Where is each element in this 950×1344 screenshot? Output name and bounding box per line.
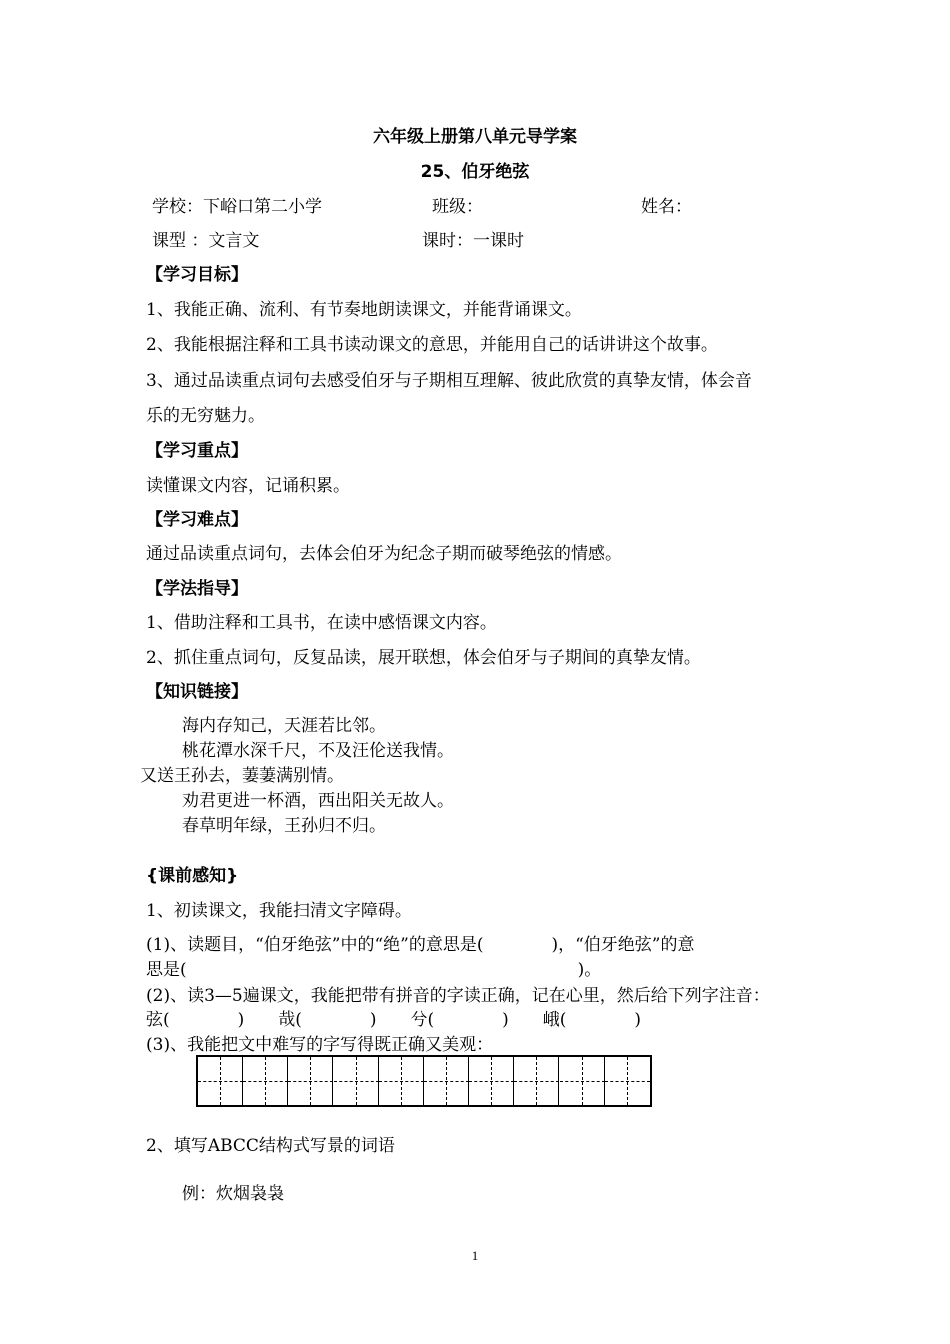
school-label: 学校：下峪口第二小学 bbox=[152, 197, 322, 217]
grid-cell[interactable] bbox=[198, 1057, 243, 1105]
poem-line: 春草明年绿，王孙归不归。 bbox=[182, 816, 386, 836]
page-title: 六年级上册第八单元导学案 bbox=[373, 127, 577, 147]
difficulty-heading: 【学习难点】 bbox=[146, 510, 248, 530]
goal-item: 1、我能正确、流利、有节奏地朗读课文，并能背诵课文。 bbox=[146, 300, 582, 320]
writing-grid[interactable] bbox=[196, 1055, 652, 1107]
question-2-line1: (2)、读3—5遍课文，我能把带有拼音的字读正确，记在心里，然后给下列字注音： bbox=[146, 986, 770, 1006]
grid-cell[interactable] bbox=[424, 1057, 469, 1105]
question-1-line2: 思是( )。 bbox=[146, 960, 602, 980]
poem-line: 劝君更进一杯酒，西出阳关无故人。 bbox=[182, 791, 454, 811]
grid-cell[interactable] bbox=[243, 1057, 288, 1105]
task-1: 1、初读课文，我能扫清文字障碍。 bbox=[146, 901, 412, 921]
goal-item: 乐的无穷魅力。 bbox=[146, 406, 265, 426]
question-2-line2: 弦( ) 哉( ) 兮( ) 峨( ) bbox=[146, 1010, 642, 1030]
grid-guide-horizontal bbox=[198, 1081, 243, 1082]
poem-line: 桃花潭水深千尺，不及汪伦送我情。 bbox=[182, 741, 454, 761]
question-3: (3)、我能把文中难写的字写得既正确又美观： bbox=[146, 1035, 494, 1055]
grid-guide-horizontal bbox=[379, 1081, 424, 1082]
lesson-title: 25、伯牙绝弦 bbox=[420, 162, 530, 182]
class-label: 班级： bbox=[432, 197, 483, 217]
grid-cell[interactable] bbox=[560, 1057, 605, 1105]
poem-line: 海内存知己，天涯若比邻。 bbox=[182, 716, 386, 736]
grid-cell[interactable] bbox=[514, 1057, 559, 1105]
grid-cell[interactable] bbox=[379, 1057, 424, 1105]
preview-heading: {课前感知} bbox=[146, 866, 239, 886]
grid-guide-horizontal bbox=[424, 1081, 469, 1082]
method-item: 2、抓住重点词句，反复品读，展开联想，体会伯牙与子期间的真挚友情。 bbox=[146, 648, 701, 668]
grid-guide-horizontal bbox=[605, 1081, 650, 1082]
period-label: 课时：一课时 bbox=[422, 231, 524, 251]
grid-cell[interactable] bbox=[469, 1057, 514, 1105]
method-item: 1、借助注释和工具书，在读中感悟课文内容。 bbox=[146, 613, 497, 633]
grid-guide-horizontal bbox=[469, 1081, 514, 1082]
question-1-line1: (1)、读题目，“伯牙绝弦”中的“绝”的意思是( )，“伯牙绝弦”的意 bbox=[146, 935, 695, 955]
focus-text: 读懂课文内容，记诵积累。 bbox=[146, 476, 350, 496]
poem-line: 又送王孙去，萋萋满别情。 bbox=[140, 766, 344, 786]
goal-item: 2、我能根据注释和工具书读动课文的意思，并能用自己的话讲讲这个故事。 bbox=[146, 335, 718, 355]
difficulty-text: 通过品读重点词句，去体会伯牙为纪念子期而破琴绝弦的情感。 bbox=[146, 544, 622, 564]
grid-guide-horizontal bbox=[288, 1081, 333, 1082]
example-text: 例：炊烟袅袅 bbox=[182, 1184, 284, 1204]
grid-cell[interactable] bbox=[334, 1057, 379, 1105]
page-number: 1 bbox=[471, 1248, 479, 1263]
grid-guide-horizontal bbox=[334, 1081, 379, 1082]
goal-item: 3、通过品读重点词句去感受伯牙与子期相互理解、彼此欣赏的真挚友情，体会音 bbox=[146, 371, 752, 391]
grid-guide-horizontal bbox=[514, 1081, 559, 1082]
grid-cell[interactable] bbox=[288, 1057, 333, 1105]
method-heading: 【学法指导】 bbox=[146, 579, 248, 599]
name-label: 姓名： bbox=[641, 197, 692, 217]
grid-cell[interactable] bbox=[605, 1057, 650, 1105]
type-label: 课型 ：文言文 bbox=[152, 231, 260, 251]
grid-guide-horizontal bbox=[243, 1081, 288, 1082]
goals-heading: 【学习目标】 bbox=[146, 265, 248, 285]
knowledge-heading: 【知识链接】 bbox=[146, 682, 248, 702]
focus-heading: 【学习重点】 bbox=[146, 441, 248, 461]
task-2: 2、填写ABCC结构式写景的词语 bbox=[146, 1136, 395, 1156]
grid-guide-horizontal bbox=[560, 1081, 605, 1082]
